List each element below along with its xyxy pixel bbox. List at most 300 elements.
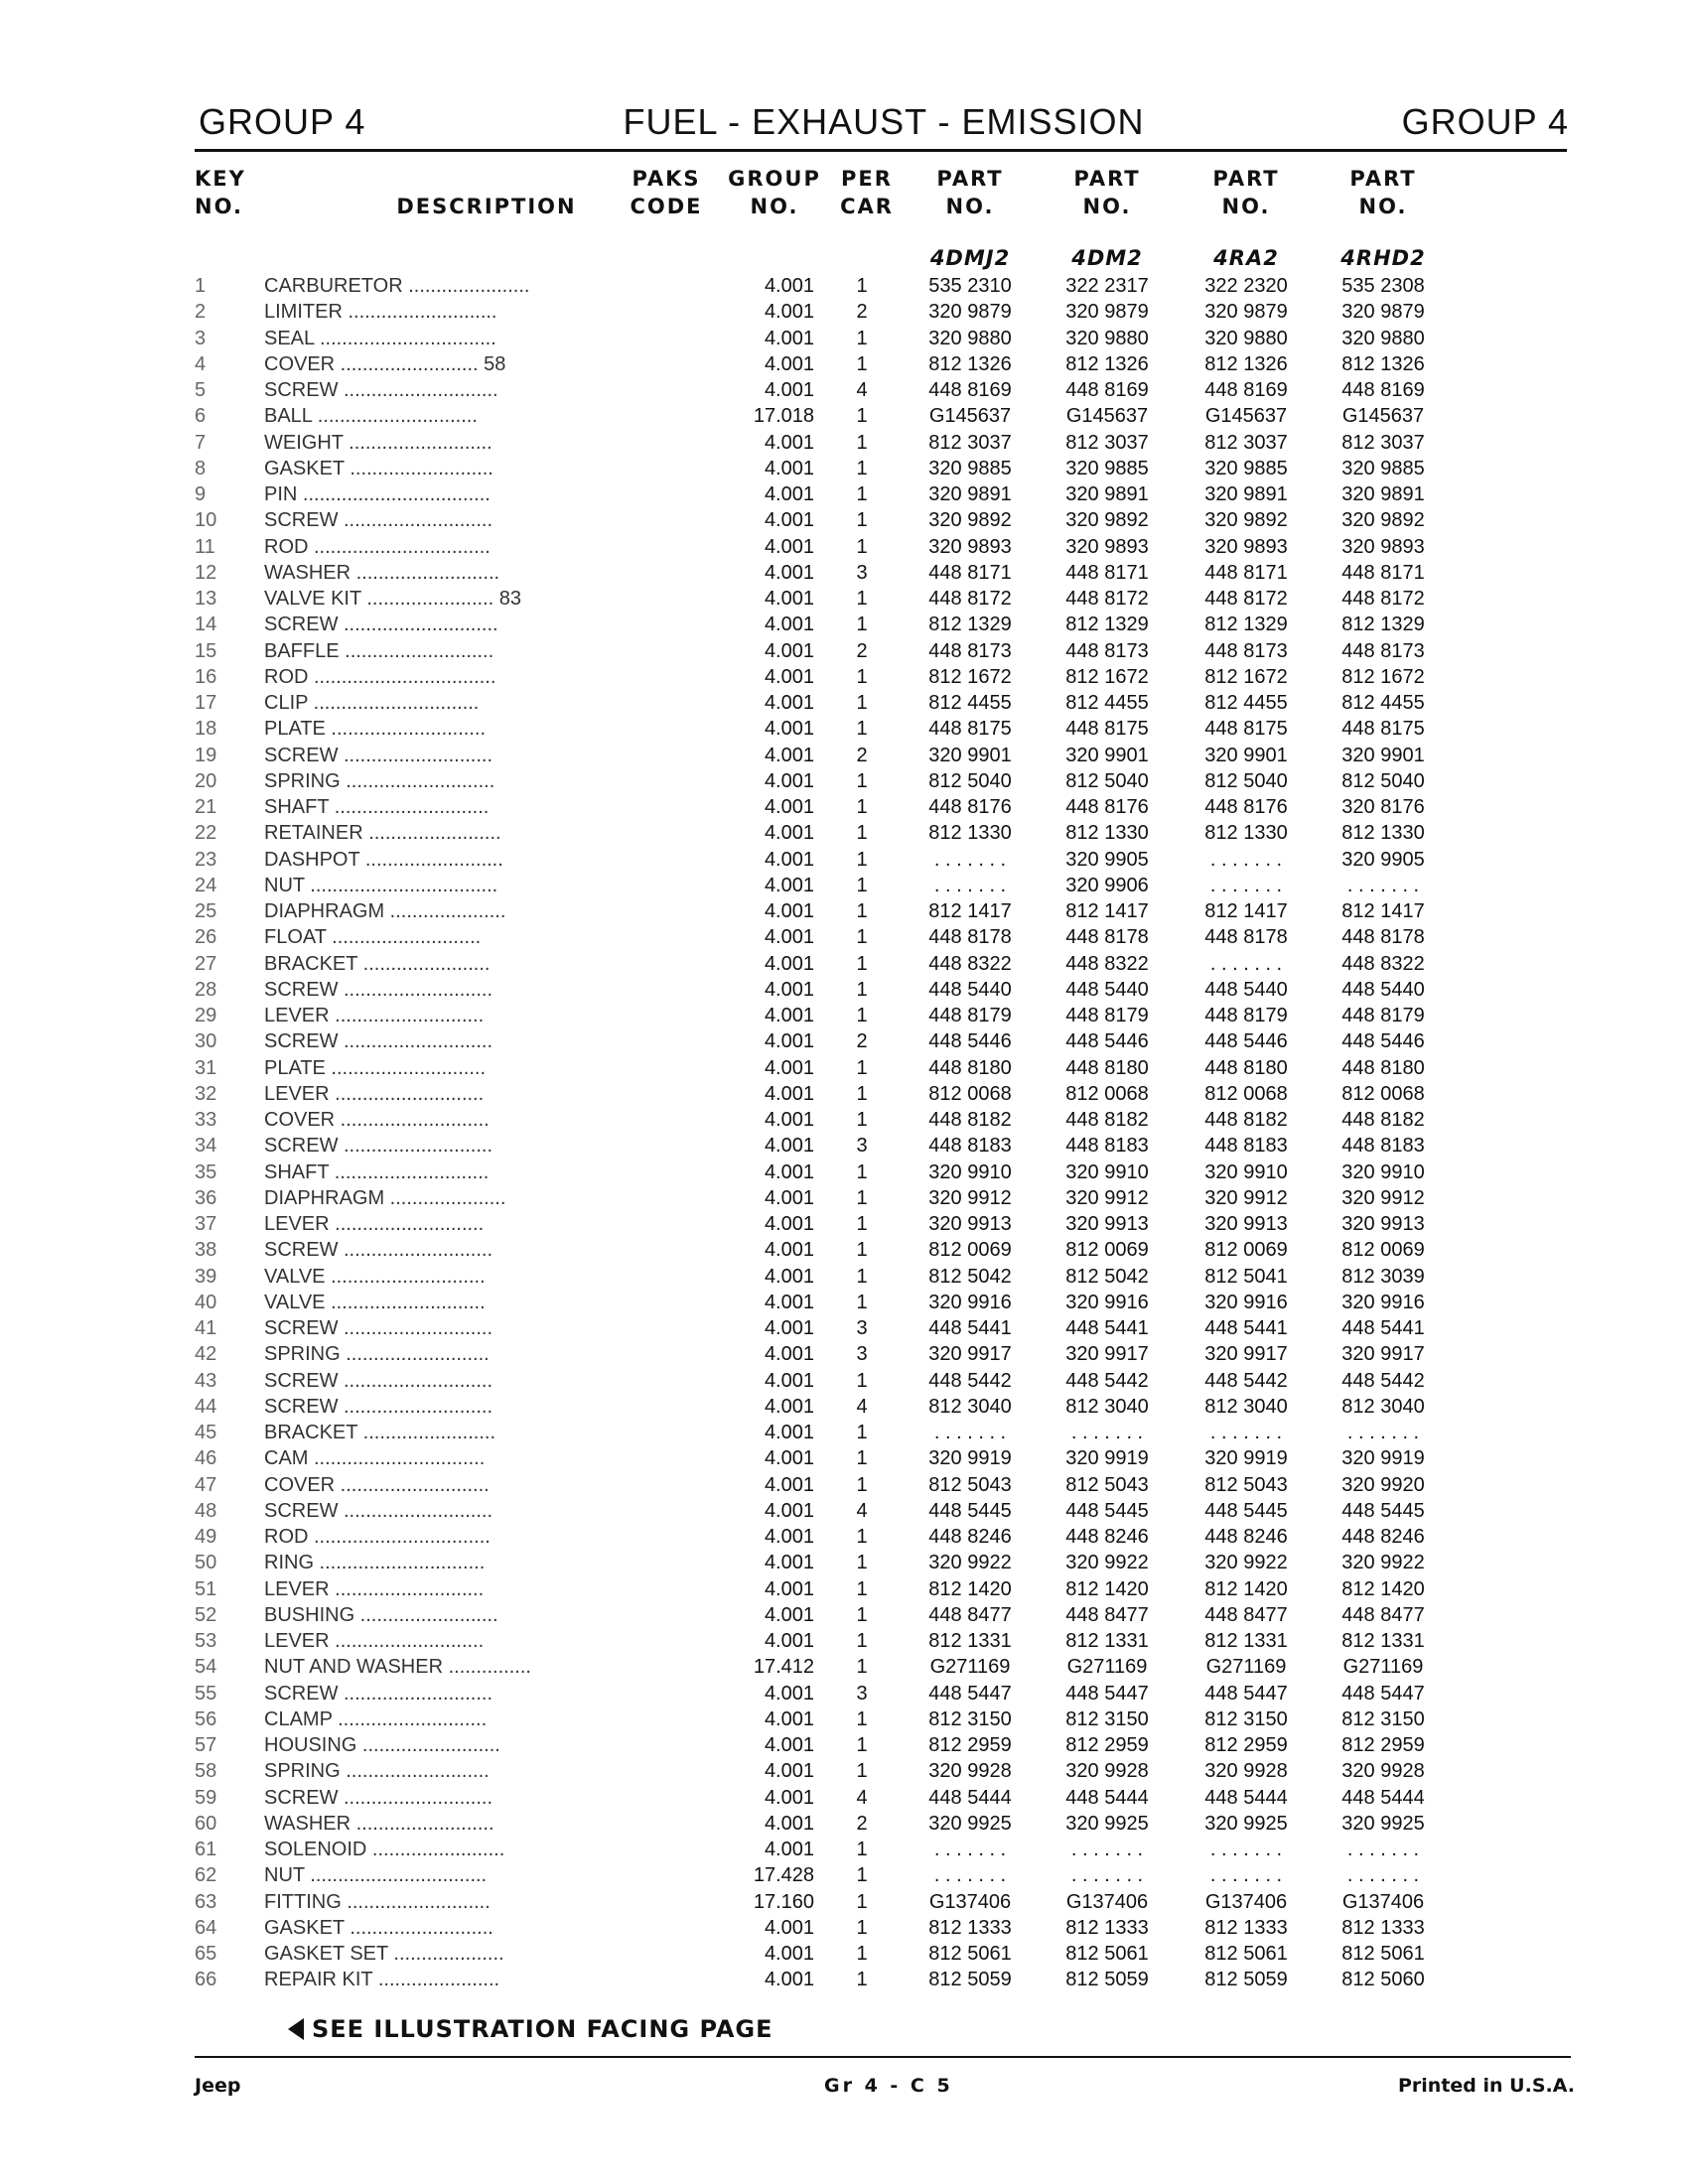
description-cell: GASKET .......................... <box>264 457 493 479</box>
description-cell: GASKET .......................... <box>264 1916 493 1939</box>
description-cell: LEVER ........................... <box>264 1630 485 1652</box>
part-no-cell-1: G145637 <box>928 405 1012 428</box>
group-no-cell: 4.001 <box>764 665 814 688</box>
part-no-cell-4: 812 1672 <box>1341 665 1425 688</box>
part-no-cell-4: 812 1331 <box>1341 1630 1425 1652</box>
part-no-cell-2: 448 8172 <box>1065 588 1149 610</box>
part-no-cell-1: 812 3040 <box>928 1395 1012 1418</box>
part-no-cell-3: G137406 <box>1204 1890 1288 1913</box>
part-no-cell-1: . . . . . . . <box>933 874 1007 896</box>
part-no-cell-1: 812 1333 <box>928 1916 1012 1939</box>
col-group-line2: NO. <box>750 195 799 218</box>
table-row <box>0 1811 1688 1837</box>
part-no-cell-2: 448 5440 <box>1065 978 1149 1001</box>
description-cell: PLATE ............................ <box>264 718 487 741</box>
col-part-no-3 <box>1192 165 1301 220</box>
table-row <box>0 1576 1688 1602</box>
table-row <box>0 716 1688 742</box>
col-part4-line2: NO. <box>1358 195 1408 218</box>
part-no-cell-4: 448 5446 <box>1341 1030 1425 1053</box>
key-no-cell: 3 <box>195 327 207 349</box>
description-cell: BRACKET ........................ <box>264 1422 496 1443</box>
key-no-cell: 65 <box>195 1943 217 1965</box>
description-cell: BALL ............................. <box>264 405 478 428</box>
key-no-cell: 35 <box>195 1160 217 1183</box>
part-no-cell-3: 448 8180 <box>1204 1056 1288 1079</box>
group-no-cell: 4.001 <box>764 535 814 558</box>
key-no-cell: 66 <box>195 1969 217 1991</box>
part-no-cell-1: 320 9892 <box>928 509 1012 532</box>
group-no-cell: 4.001 <box>764 509 814 532</box>
part-no-cell-1: 448 5444 <box>928 1786 1012 1809</box>
description-cell: RETAINER ........................ <box>264 822 501 845</box>
part-no-cell-4: G145637 <box>1341 405 1425 428</box>
part-no-cell-2: 812 1326 <box>1065 352 1149 375</box>
table-row <box>0 1081 1688 1107</box>
part-no-cell-3: 812 3040 <box>1204 1395 1288 1418</box>
part-no-cell-4: 812 2959 <box>1341 1734 1425 1756</box>
description-cell: SCREW ........................... <box>264 1135 493 1158</box>
description-cell: SCREW ............................ <box>264 614 498 636</box>
part-no-cell-1: 320 9928 <box>928 1760 1012 1783</box>
table-row <box>0 326 1688 351</box>
part-no-cell-4: 320 9922 <box>1341 1552 1425 1574</box>
per-car-cell: 1 <box>856 1109 868 1131</box>
key-no-cell: 36 <box>195 1186 217 1209</box>
part-no-cell-4: 448 8171 <box>1341 561 1425 584</box>
key-no-cell: 51 <box>195 1577 217 1600</box>
part-no-cell-3: 320 9916 <box>1204 1291 1288 1313</box>
part-no-cell-2: 320 9893 <box>1065 535 1149 558</box>
part-no-cell-4: G137406 <box>1341 1890 1425 1913</box>
part-no-cell-3: 320 9913 <box>1204 1213 1288 1235</box>
description-cell: BRACKET ....................... <box>264 952 491 975</box>
part-no-cell-1: 448 5447 <box>928 1682 1012 1705</box>
group-no-cell: 4.001 <box>764 431 814 454</box>
table-row <box>0 951 1688 977</box>
part-no-cell-2: 448 8182 <box>1065 1109 1149 1131</box>
part-no-cell-4: 535 2308 <box>1341 275 1425 297</box>
part-no-cell-2: 448 8173 <box>1065 639 1149 662</box>
table-row <box>0 560 1688 586</box>
key-no-cell: 43 <box>195 1369 217 1392</box>
per-car-cell: 1 <box>856 1005 868 1026</box>
table-row <box>0 638 1688 664</box>
table-row <box>0 1967 1688 1992</box>
key-no-cell: 21 <box>195 796 217 818</box>
key-no-cell: 15 <box>195 639 217 662</box>
part-no-cell-3: 448 5447 <box>1204 1682 1288 1705</box>
description-cell: SCREW ........................... <box>264 978 493 1001</box>
col-part-no-1 <box>915 165 1025 220</box>
part-no-cell-2: 320 9913 <box>1065 1213 1149 1235</box>
group-no-cell: 4.001 <box>764 483 814 505</box>
group-no-cell: 4.001 <box>764 900 814 922</box>
group-no-cell: 4.001 <box>764 1603 814 1626</box>
part-no-cell-1: 320 9912 <box>928 1186 1012 1209</box>
group-no-cell: 4.001 <box>764 275 814 297</box>
description-cell: PIN .................................. <box>264 483 491 505</box>
table-row <box>0 1368 1688 1394</box>
part-no-cell-3: 448 5442 <box>1204 1369 1288 1392</box>
group-no-cell: 4.001 <box>764 1734 814 1756</box>
key-no-cell: 7 <box>195 431 207 454</box>
description-cell: LEVER ........................... <box>264 1005 485 1026</box>
part-no-cell-2: 320 9891 <box>1065 483 1149 505</box>
key-no-cell: 54 <box>195 1656 217 1679</box>
part-no-cell-1: 812 1326 <box>928 352 1012 375</box>
part-no-cell-4: 812 1333 <box>1341 1916 1425 1939</box>
part-no-cell-3: 322 2320 <box>1204 275 1288 297</box>
col-paks-code <box>622 165 711 220</box>
part-no-cell-1: 812 2959 <box>928 1734 1012 1756</box>
per-car-cell: 1 <box>856 1056 868 1079</box>
key-no-cell: 29 <box>195 1005 217 1026</box>
key-no-cell: 17 <box>195 692 217 714</box>
group-no-cell: 4.001 <box>764 1186 814 1209</box>
description-cell: REPAIR KIT ...................... <box>264 1969 500 1991</box>
group-no-cell: 4.001 <box>764 1160 814 1183</box>
group-no-cell: 4.001 <box>764 1473 814 1496</box>
part-no-cell-3: 320 9928 <box>1204 1760 1288 1783</box>
per-car-cell: 1 <box>856 1630 868 1652</box>
part-no-cell-3: 448 5441 <box>1204 1317 1288 1339</box>
part-no-cell-2: G145637 <box>1065 405 1149 428</box>
part-no-cell-4: 320 9891 <box>1341 483 1425 505</box>
key-no-cell: 50 <box>195 1552 217 1574</box>
header-group-right: GROUP 4 <box>1401 101 1569 142</box>
key-no-cell: 45 <box>195 1422 217 1443</box>
per-car-cell: 2 <box>856 744 868 766</box>
col-description-label: DESCRIPTION <box>396 195 577 218</box>
variant-label-4: 4RHD2 <box>1340 246 1426 270</box>
part-no-cell-2: . . . . . . . <box>1070 1422 1144 1443</box>
part-no-cell-2: G271169 <box>1066 1656 1148 1679</box>
table-row <box>0 1237 1688 1263</box>
part-no-cell-2: 320 9879 <box>1065 301 1149 324</box>
group-no-cell: 4.001 <box>764 457 814 479</box>
part-no-cell-2: 320 9922 <box>1065 1552 1149 1574</box>
group-no-cell: 4.001 <box>764 1812 814 1835</box>
table-row <box>0 847 1688 873</box>
part-no-cell-1: 448 8178 <box>928 926 1012 949</box>
table-row <box>0 377 1688 403</box>
part-no-cell-4: . . . . . . . <box>1346 1422 1420 1443</box>
part-no-cell-2: 320 9928 <box>1065 1760 1149 1783</box>
part-no-cell-2: 812 5043 <box>1065 1473 1149 1496</box>
table-row <box>0 1889 1688 1915</box>
key-no-cell: 20 <box>195 769 217 792</box>
description-cell: LIMITER ........................... <box>264 301 497 324</box>
part-no-cell-4: 320 9912 <box>1341 1186 1425 1209</box>
key-no-cell: 60 <box>195 1812 217 1835</box>
part-no-cell-2: 812 4455 <box>1065 692 1149 714</box>
description-cell: SEAL ................................ <box>264 327 496 349</box>
description-cell: RING .............................. <box>264 1552 486 1574</box>
per-car-cell: 2 <box>856 301 868 324</box>
part-no-cell-3: 812 3037 <box>1204 431 1288 454</box>
part-no-cell-1: 320 9893 <box>928 535 1012 558</box>
part-no-cell-4: 448 8182 <box>1341 1109 1425 1131</box>
per-car-cell: 1 <box>856 1603 868 1626</box>
description-cell: SHAFT ............................ <box>264 1160 490 1183</box>
part-no-cell-3: 812 0069 <box>1204 1239 1288 1262</box>
group-no-cell: 4.001 <box>764 1422 814 1443</box>
col-paks-line1: PAKS <box>632 167 701 191</box>
part-no-cell-4: 812 0069 <box>1341 1239 1425 1262</box>
description-cell: SHAFT ............................ <box>264 796 490 818</box>
part-no-cell-2: G137406 <box>1065 1890 1149 1913</box>
group-no-cell: 4.001 <box>764 848 814 871</box>
part-no-cell-4: 812 1330 <box>1341 822 1425 845</box>
key-no-cell: 11 <box>195 535 215 558</box>
per-car-cell: 1 <box>856 1526 868 1548</box>
part-no-cell-3: 448 5444 <box>1204 1786 1288 1809</box>
table-row <box>0 456 1688 481</box>
col-per-car <box>832 165 902 220</box>
illustration-note-text: SEE ILLUSTRATION FACING PAGE <box>312 2015 774 2043</box>
part-no-cell-2: 812 1331 <box>1065 1630 1149 1652</box>
table-row <box>0 1602 1688 1628</box>
part-no-cell-1: 812 5061 <box>928 1943 1012 1965</box>
part-no-cell-2: 812 1333 <box>1065 1916 1149 1939</box>
group-no-cell: 4.001 <box>764 1577 814 1600</box>
per-car-cell: 1 <box>856 275 868 297</box>
table-row <box>0 1862 1688 1888</box>
per-car-cell: 1 <box>856 1839 868 1860</box>
part-no-cell-4: 320 9920 <box>1341 1473 1425 1496</box>
key-no-cell: 47 <box>195 1473 217 1496</box>
part-no-cell-2: 812 5042 <box>1065 1265 1149 1288</box>
table-row <box>0 299 1688 325</box>
part-no-cell-1: . . . . . . . <box>933 1839 1007 1860</box>
part-no-cell-4: 448 8173 <box>1341 639 1425 662</box>
key-no-cell: 57 <box>195 1734 217 1756</box>
group-no-cell: 4.001 <box>764 1056 814 1079</box>
table-row <box>0 873 1688 898</box>
table-row <box>0 1628 1688 1654</box>
table-row <box>0 1472 1688 1498</box>
part-no-cell-3: 320 9901 <box>1204 744 1288 766</box>
part-no-cell-2: 448 8183 <box>1065 1135 1149 1158</box>
per-car-cell: 1 <box>856 1577 868 1600</box>
col-part1-line1: PART <box>936 167 1004 191</box>
description-cell: WASHER .......................... <box>264 561 500 584</box>
col-part2-line1: PART <box>1073 167 1141 191</box>
part-no-cell-4: 812 1329 <box>1341 614 1425 636</box>
key-no-cell: 9 <box>195 483 207 505</box>
part-no-cell-4: 320 9893 <box>1341 535 1425 558</box>
part-no-cell-3: 448 8477 <box>1204 1603 1288 1626</box>
part-no-cell-3: 320 9879 <box>1204 301 1288 324</box>
description-cell: SPRING ........................... <box>264 769 495 792</box>
part-no-cell-2: 320 9916 <box>1065 1291 1149 1313</box>
table-row <box>0 743 1688 768</box>
part-no-cell-4: 320 9916 <box>1341 1291 1425 1313</box>
part-no-cell-3: 812 1330 <box>1204 822 1288 845</box>
table-row <box>0 1055 1688 1081</box>
description-cell: FITTING .......................... <box>264 1890 491 1913</box>
part-no-cell-3: 812 5041 <box>1204 1265 1288 1288</box>
group-no-cell: 4.001 <box>764 639 814 662</box>
part-no-cell-4: 448 8172 <box>1341 588 1425 610</box>
part-no-cell-1: . . . . . . . <box>933 1422 1007 1443</box>
part-no-cell-3: 448 8175 <box>1204 718 1288 741</box>
key-no-cell: 49 <box>195 1526 217 1548</box>
group-no-cell: 4.001 <box>764 978 814 1001</box>
part-no-cell-2: 320 9892 <box>1065 509 1149 532</box>
per-car-cell: 1 <box>856 1186 868 1209</box>
description-cell: LEVER ........................... <box>264 1213 485 1235</box>
part-no-cell-4: 812 3150 <box>1341 1707 1425 1730</box>
part-no-cell-3: 320 9885 <box>1204 457 1288 479</box>
part-no-cell-3: 448 5446 <box>1204 1030 1288 1053</box>
part-no-cell-3: 812 5059 <box>1204 1969 1288 1991</box>
group-no-cell: 4.001 <box>764 1916 814 1939</box>
per-car-cell: 4 <box>856 1395 868 1418</box>
part-no-cell-2: 448 8179 <box>1065 1005 1149 1026</box>
key-no-cell: 55 <box>195 1682 217 1705</box>
col-group-line1: GROUP <box>728 167 821 191</box>
per-car-cell: 1 <box>856 483 868 505</box>
table-row <box>0 820 1688 846</box>
description-cell: SOLENOID ........................ <box>264 1839 505 1860</box>
part-no-cell-4: 448 8322 <box>1341 952 1425 975</box>
part-no-cell-2: 812 1420 <box>1065 1577 1149 1600</box>
group-no-cell: 4.001 <box>764 1213 814 1235</box>
part-no-cell-1: 448 8169 <box>928 379 1012 401</box>
key-no-cell: 24 <box>195 874 217 896</box>
group-no-cell: 4.001 <box>764 692 814 714</box>
part-no-cell-4: 812 3039 <box>1341 1265 1425 1288</box>
part-no-cell-1: 448 5441 <box>928 1317 1012 1339</box>
per-car-cell: 1 <box>856 769 868 792</box>
group-no-cell: 4.001 <box>764 1969 814 1991</box>
per-car-cell: 1 <box>856 1864 868 1887</box>
per-car-cell: 3 <box>856 1682 868 1705</box>
part-no-cell-1: 448 8246 <box>928 1526 1012 1548</box>
part-no-cell-3: 812 0068 <box>1204 1082 1288 1105</box>
key-no-cell: 19 <box>195 744 217 766</box>
part-no-cell-2: 448 5441 <box>1065 1317 1149 1339</box>
part-no-cell-2: 448 8246 <box>1065 1526 1149 1548</box>
key-no-cell: 5 <box>195 379 207 401</box>
group-no-cell: 4.001 <box>764 1317 814 1339</box>
group-no-cell: 17.428 <box>753 1864 814 1887</box>
part-no-cell-3: 812 4455 <box>1204 692 1288 714</box>
table-row <box>0 977 1688 1003</box>
key-no-cell: 64 <box>195 1916 217 1939</box>
table-row <box>0 1315 1688 1341</box>
key-no-cell: 18 <box>195 718 217 741</box>
group-no-cell: 4.001 <box>764 1943 814 1965</box>
per-car-cell: 1 <box>856 1707 868 1730</box>
part-no-cell-1: 320 9885 <box>928 457 1012 479</box>
part-no-cell-3: 448 5445 <box>1204 1499 1288 1522</box>
part-no-cell-1: 812 0069 <box>928 1239 1012 1262</box>
key-no-cell: 28 <box>195 978 217 1001</box>
description-cell: CLIP .............................. <box>264 692 480 714</box>
part-no-cell-1: 320 9913 <box>928 1213 1012 1235</box>
description-cell: DASHPOT ......................... <box>264 848 503 871</box>
part-no-cell-2: 812 3037 <box>1065 431 1149 454</box>
per-car-cell: 1 <box>856 1160 868 1183</box>
group-no-cell: 4.001 <box>764 1760 814 1783</box>
key-no-cell: 26 <box>195 926 217 949</box>
part-no-cell-1: 320 9922 <box>928 1552 1012 1574</box>
part-no-cell-4: 320 9880 <box>1341 327 1425 349</box>
group-no-cell: 4.001 <box>764 1265 814 1288</box>
group-no-cell: 4.001 <box>764 1499 814 1522</box>
per-car-cell: 1 <box>856 457 868 479</box>
key-no-cell: 30 <box>195 1030 217 1053</box>
per-car-cell: 1 <box>856 1552 868 1574</box>
group-no-cell: 17.160 <box>753 1890 814 1913</box>
part-no-cell-2: 448 5446 <box>1065 1030 1149 1053</box>
part-no-cell-2: 320 9905 <box>1065 848 1149 871</box>
group-no-cell: 4.001 <box>764 614 814 636</box>
illustration-note <box>288 2015 774 2043</box>
group-no-cell: 4.001 <box>764 1395 814 1418</box>
table-row <box>0 690 1688 716</box>
part-no-cell-3: 448 8171 <box>1204 561 1288 584</box>
part-no-cell-2: 812 0068 <box>1065 1082 1149 1105</box>
part-no-cell-4: 448 8183 <box>1341 1135 1425 1158</box>
table-row <box>0 1341 1688 1367</box>
per-car-cell: 1 <box>856 796 868 818</box>
description-cell: SCREW ........................... <box>264 744 493 766</box>
key-no-cell: 6 <box>195 405 207 428</box>
part-no-cell-4: 812 1420 <box>1341 1577 1425 1600</box>
key-no-cell: 34 <box>195 1135 217 1158</box>
part-no-cell-4: 812 3040 <box>1341 1395 1425 1418</box>
part-no-cell-2: 812 2959 <box>1065 1734 1149 1756</box>
group-no-cell: 4.001 <box>764 1369 814 1392</box>
key-no-cell: 31 <box>195 1056 217 1079</box>
table-row <box>0 1185 1688 1211</box>
table-row <box>0 1211 1688 1237</box>
page-header <box>199 101 1569 145</box>
group-no-cell: 4.001 <box>764 718 814 741</box>
part-no-cell-4: 812 0068 <box>1341 1082 1425 1105</box>
per-car-cell: 2 <box>856 1030 868 1053</box>
part-no-cell-2: 448 8178 <box>1065 926 1149 949</box>
part-no-cell-1: 448 8322 <box>928 952 1012 975</box>
table-row <box>0 1420 1688 1445</box>
part-no-cell-2: 448 8180 <box>1065 1056 1149 1079</box>
table-row <box>0 1133 1688 1159</box>
description-cell: SCREW ........................... <box>264 1395 493 1418</box>
part-no-cell-1: 448 8180 <box>928 1056 1012 1079</box>
key-no-cell: 40 <box>195 1291 217 1313</box>
part-no-cell-1: 812 0068 <box>928 1082 1012 1105</box>
per-car-cell: 2 <box>856 1812 868 1835</box>
group-no-cell: 4.001 <box>764 379 814 401</box>
part-no-cell-1: 448 8477 <box>928 1603 1012 1626</box>
part-no-cell-2: 320 9906 <box>1065 874 1149 896</box>
part-no-cell-3: 812 1672 <box>1204 665 1288 688</box>
footer-brand: Jeep <box>195 2075 241 2097</box>
key-no-cell: 48 <box>195 1499 217 1522</box>
part-no-cell-1: 535 2310 <box>928 275 1012 297</box>
part-no-cell-1: 812 5040 <box>928 769 1012 792</box>
part-no-cell-1: 812 1330 <box>928 822 1012 845</box>
part-no-cell-3: 448 8179 <box>1204 1005 1288 1026</box>
part-no-cell-3: 812 1329 <box>1204 614 1288 636</box>
part-no-cell-3: 812 2959 <box>1204 1734 1288 1756</box>
part-no-cell-4: 320 8176 <box>1341 796 1425 818</box>
part-no-cell-4: 812 1326 <box>1341 352 1425 375</box>
